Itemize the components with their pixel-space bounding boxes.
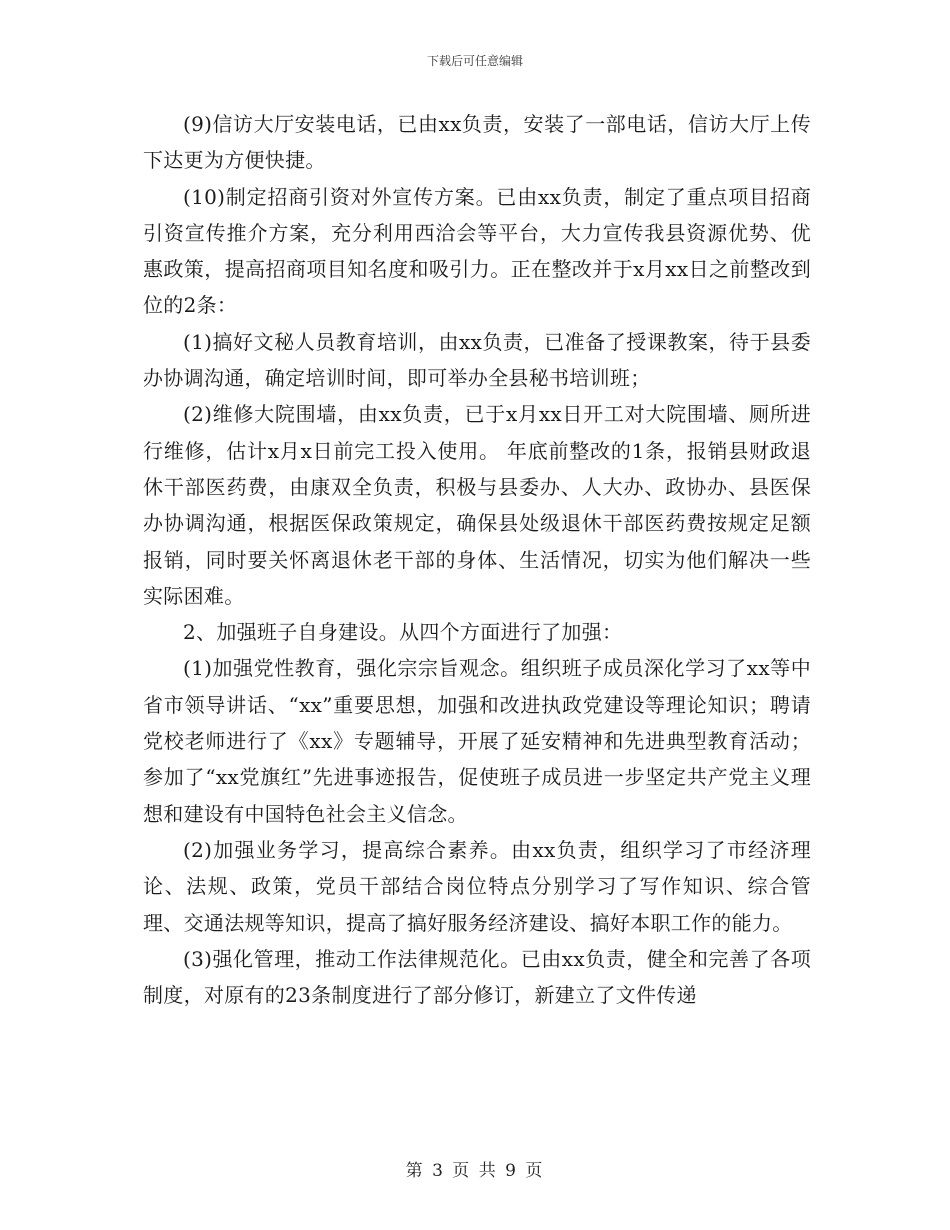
paragraph-wall-repair: (2)维修大院围墙，由xx负责，已于x月xx日开工对大院围墙、厕所进行维修，估计x月x日前完工投入使用。 年底前整改的1条，报销县财政退休干部医药费，由康双全负责，积极与县委办、人大办、政协办、县医保办协调沟通，根据医保政策规定，确保县处级退休干部医药费按规定足额报销，同时要关怀离退休老干部的身体、生活情况，切实为他们解决一些实际困难。 [143,402,811,608]
page-header: 下载后可任意编辑 [426,54,523,68]
paragraph-party-education: (1)加强党性教育，强化宗宗旨观念。组织班子成员深化学习了xx等中省市领导讲话、“xx”重要思想，加强和改进执政党建设等理论知识；聘请党校老师进行了《xx》专题辅导，开展了延安精神和先进典型教育活动；参加了“xx党旗红”先进事迹报告，促使班子成员进一步坚定共产党主义理想和建设有中国特色社会主义信念。 [143,656,811,826]
paragraph-item-10-promotion: (10)制定招商引资对外宣传方案。已由xx负责，制定了重点项目招商引资宣传推介方案，充分利用西洽会等平台，大力宣传我县资源优势、优惠政策，提高招商项目知名度和吸引力。正在整改并于x月xx日之前整改到位的2条： [143,184,811,318]
page-number-footer: 第 3 页 共 9 页 [405,1161,545,1181]
paragraph-item-9-phone: (9)信访大厅安装电话，已由xx负责，安装了一部电话，信访大厅上传下达更为方便快捷。 [143,112,811,173]
paragraph-training: (1)搞好文秘人员教育培训，由xx负责，已准备了授课教案，待于县委办协调沟通，确定培训时间，即可举办全县秘书培训班； [143,329,811,391]
paragraph-management: (3)强化管理，推动工作法律规范化。已由xx负责，健全和完善了各项制度，对原有的23条制度进行了部分修订，新建立了文件传递 [143,946,811,1008]
paragraph-section-2-heading: 2、加强班子自身建设。从四个方面进行了加强： [183,620,623,645]
paragraph-business-study: (2)加强业务学习，提高综合素养。由xx负责，组织学习了市经济理论、法规、政策，党员干部结合岗位特点分别学习了写作知识、综合管理、交通法规等知识，提高了搞好服务经济建设、搞好本职工作的能力。 [143,837,811,935]
document-body [143,106,811,1013]
